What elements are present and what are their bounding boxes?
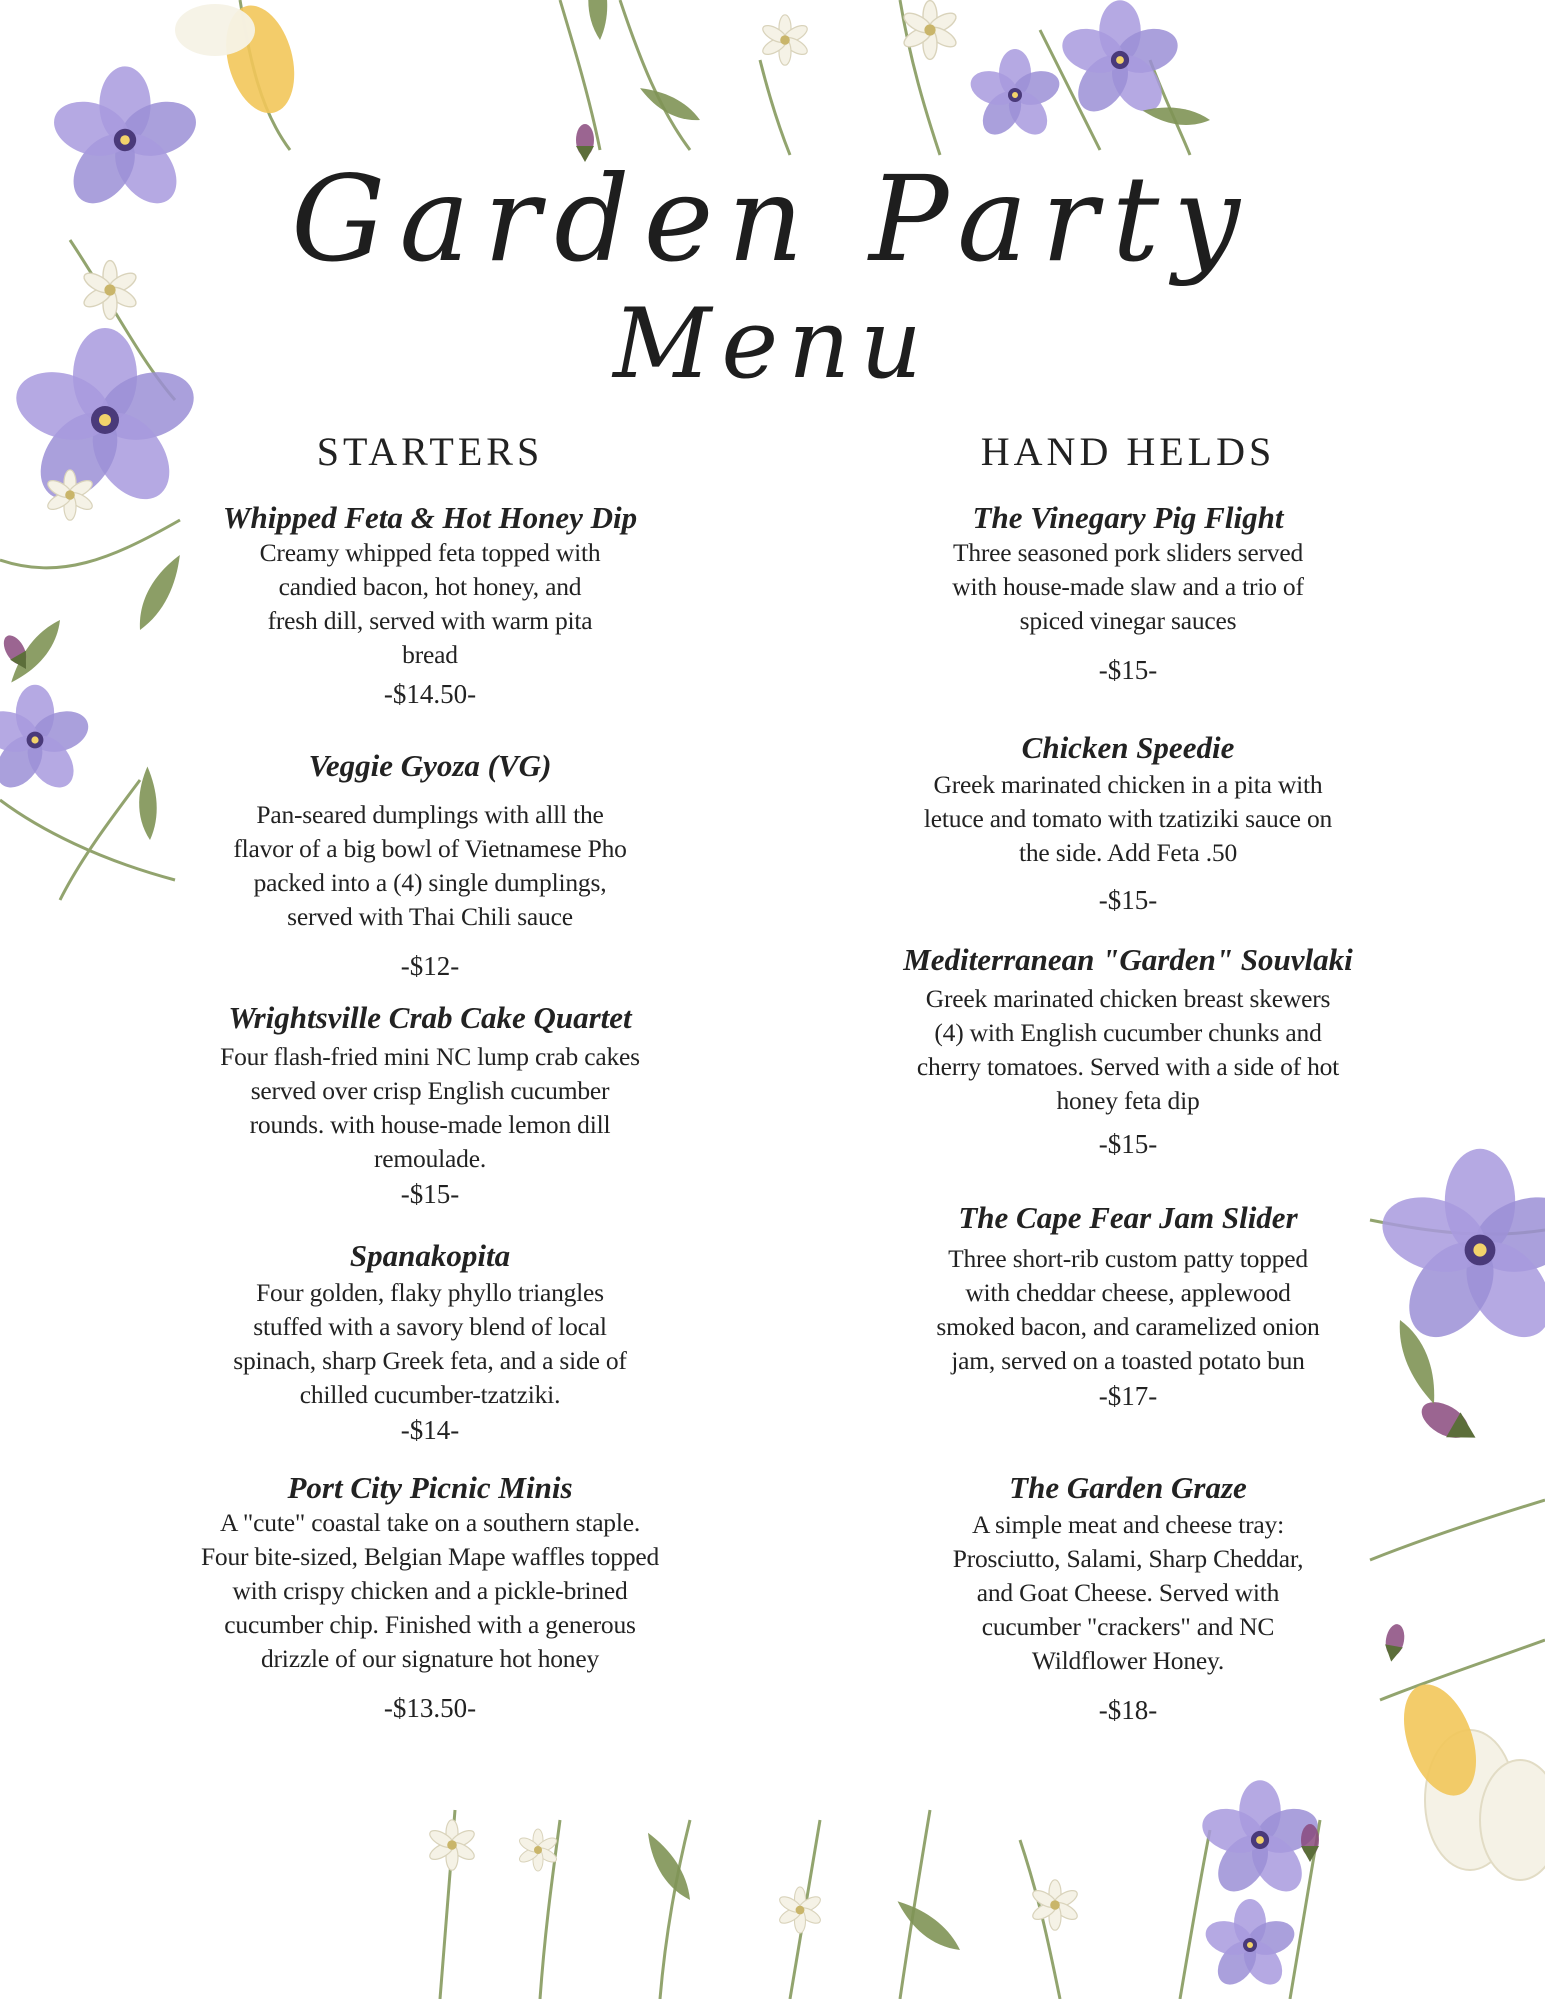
starter-item-description-line: Four flash-fried mini NC lump crab cakes	[220, 1042, 640, 1071]
starter-item-name: Veggie Gyoza (VG)	[308, 748, 552, 783]
handheld-item-name: The Vinegary Pig Flight	[972, 500, 1284, 535]
starter-item-description	[180, 798, 680, 934]
handheld-item-description-line: Three seasoned pork sliders served	[952, 538, 1304, 567]
starter-item	[180, 748, 680, 984]
starter-item-description-line: drizzle of our signature hot honey	[260, 1644, 600, 1673]
handheld-item-description-line: the side. Add Feta .50	[1019, 838, 1237, 867]
starter-item-description-line: served with Thai Chili sauce	[287, 902, 573, 931]
handheld-item-price: -$18-	[1098, 1695, 1158, 1725]
starter-item-price: -$12-	[400, 951, 460, 981]
handheld-item	[878, 730, 1378, 918]
handheld-item-description-line: smoked bacon, and caramelized onion	[936, 1312, 1320, 1341]
starters-heading: STARTERS	[316, 429, 544, 474]
starter-item-name: Port City Picnic Minis	[287, 1470, 573, 1505]
handheld-item-description	[878, 1242, 1378, 1378]
starter-item-description-line: served over crisp English cucumber	[250, 1076, 610, 1105]
starter-item-description	[180, 1040, 680, 1176]
handheld-item-description-line: honey feta dip	[1056, 1086, 1200, 1115]
handheld-item-description-line: spiced vinegar sauces	[1019, 606, 1237, 635]
handheld-item-description-line: with house-made slaw and a trio of	[952, 572, 1304, 601]
starter-item-description-line: Creamy whipped feta topped with	[259, 538, 601, 567]
handheld-item-description-line: (4) with English cucumber chunks and	[934, 1018, 1322, 1047]
starter-item	[180, 500, 680, 712]
handheld-item-description	[878, 1508, 1378, 1678]
handheld-item-description-line: cucumber "crackers" and NC	[981, 1612, 1275, 1641]
starter-item	[180, 1238, 680, 1448]
starter-item-description-line: remoulade.	[374, 1144, 486, 1173]
starter-item-description-line: chilled cucumber-tzatziki.	[299, 1380, 561, 1409]
handheld-item-name: Chicken Speedie	[1021, 730, 1235, 765]
starter-item-description-line: Four golden, flaky phyllo triangles	[256, 1278, 604, 1307]
starter-item-name: Spanakopita	[349, 1238, 511, 1273]
handheld-item	[878, 942, 1378, 1162]
starter-item-description-line: bread	[402, 640, 458, 669]
handheld-item-description-line: with cheddar cheese, applewood	[965, 1278, 1291, 1307]
handheld-item-description-line: letuce and tomato with tzatiziki sauce on	[923, 804, 1333, 833]
handheld-item-description-line: Greek marinated chicken breast skewers	[925, 984, 1331, 1013]
starter-item-description-line: spinach, sharp Greek feta, and a side of	[233, 1346, 627, 1375]
handheld-item-description-line: cherry tomatoes. Served with a side of hot	[916, 1052, 1340, 1081]
handheld-item-description	[878, 536, 1378, 638]
handheld-item	[878, 500, 1378, 688]
menu-title-line-2: Menu	[613, 288, 932, 400]
starter-item-price: -$13.50-	[383, 1693, 477, 1723]
handhelds-column	[878, 428, 1378, 1725]
handhelds-heading: HAND HELDS	[980, 429, 1276, 474]
handheld-item-name: The Garden Graze	[1009, 1470, 1247, 1505]
starter-item	[180, 1470, 680, 1726]
starter-item-price: -$14.50-	[383, 679, 477, 709]
starter-item-description-line: cucumber chip. Finished with a generous	[224, 1610, 636, 1639]
starter-item-name: Whipped Feta & Hot Honey Dip	[222, 500, 638, 535]
starter-item-description-line: candied bacon, hot honey, and	[278, 572, 582, 601]
starter-item-price: -$15-	[400, 1179, 460, 1209]
starter-item-description	[180, 1506, 680, 1676]
handheld-item	[878, 1470, 1378, 1728]
handheld-item	[878, 1200, 1378, 1414]
handheld-item-price: -$15-	[1098, 885, 1158, 915]
handheld-item-description-line: and Goat Cheese. Served with	[976, 1578, 1280, 1607]
handheld-item-price: -$17-	[1098, 1381, 1158, 1411]
handheld-item-description-line: Three short-rib custom patty topped	[948, 1244, 1308, 1273]
handheld-item-description-line: A simple meat and cheese tray:	[972, 1510, 1284, 1539]
handheld-item-description-line: jam, served on a toasted potato bun	[951, 1346, 1305, 1375]
starter-item	[180, 1000, 680, 1212]
starter-item-description-line: flavor of a big bowl of Vietnamese Pho	[233, 834, 627, 863]
starter-item-description-line: Pan-seared dumplings with alll the	[256, 800, 604, 829]
starter-item-description	[180, 536, 680, 672]
starter-item-description	[180, 1276, 680, 1412]
starter-item-description-line: A "cute" coastal take on a southern staple.	[219, 1508, 641, 1537]
starter-item-description-line: packed into a (4) single dumplings,	[253, 868, 607, 897]
menu-title-line-1: Garden Party	[291, 150, 1254, 288]
starter-item-price: -$14-	[400, 1415, 460, 1445]
starter-item-name: Wrightsville Crab Cake Quartet	[228, 1000, 632, 1035]
starter-item-description-line: rounds. with house-made lemon dill	[249, 1110, 611, 1139]
starters-column	[180, 428, 680, 1723]
handheld-item-description	[878, 982, 1378, 1118]
starter-item-description-line: stuffed with a savory blend of local	[253, 1312, 607, 1341]
handheld-item-description-line: Wildflower Honey.	[1031, 1646, 1225, 1675]
starter-item-description-line: Four bite-sized, Belgian Mape waffles topped	[200, 1542, 660, 1571]
starter-item-description-line: fresh dill, served with warm pita	[267, 606, 593, 635]
handheld-item-description	[878, 768, 1378, 870]
handheld-item-name: The Cape Fear Jam Slider	[958, 1200, 1298, 1235]
handheld-item-name: Mediterranean "Garden" Souvlaki	[903, 942, 1353, 977]
handheld-item-description-line: Greek marinated chicken in a pita with	[933, 770, 1323, 799]
starter-item-description-line: with crispy chicken and a pickle-brined	[232, 1576, 628, 1605]
handheld-item-price: -$15-	[1098, 1129, 1158, 1159]
handheld-item-price: -$15-	[1098, 655, 1158, 685]
handheld-item-description-line: Prosciutto, Salami, Sharp Cheddar,	[952, 1544, 1304, 1573]
